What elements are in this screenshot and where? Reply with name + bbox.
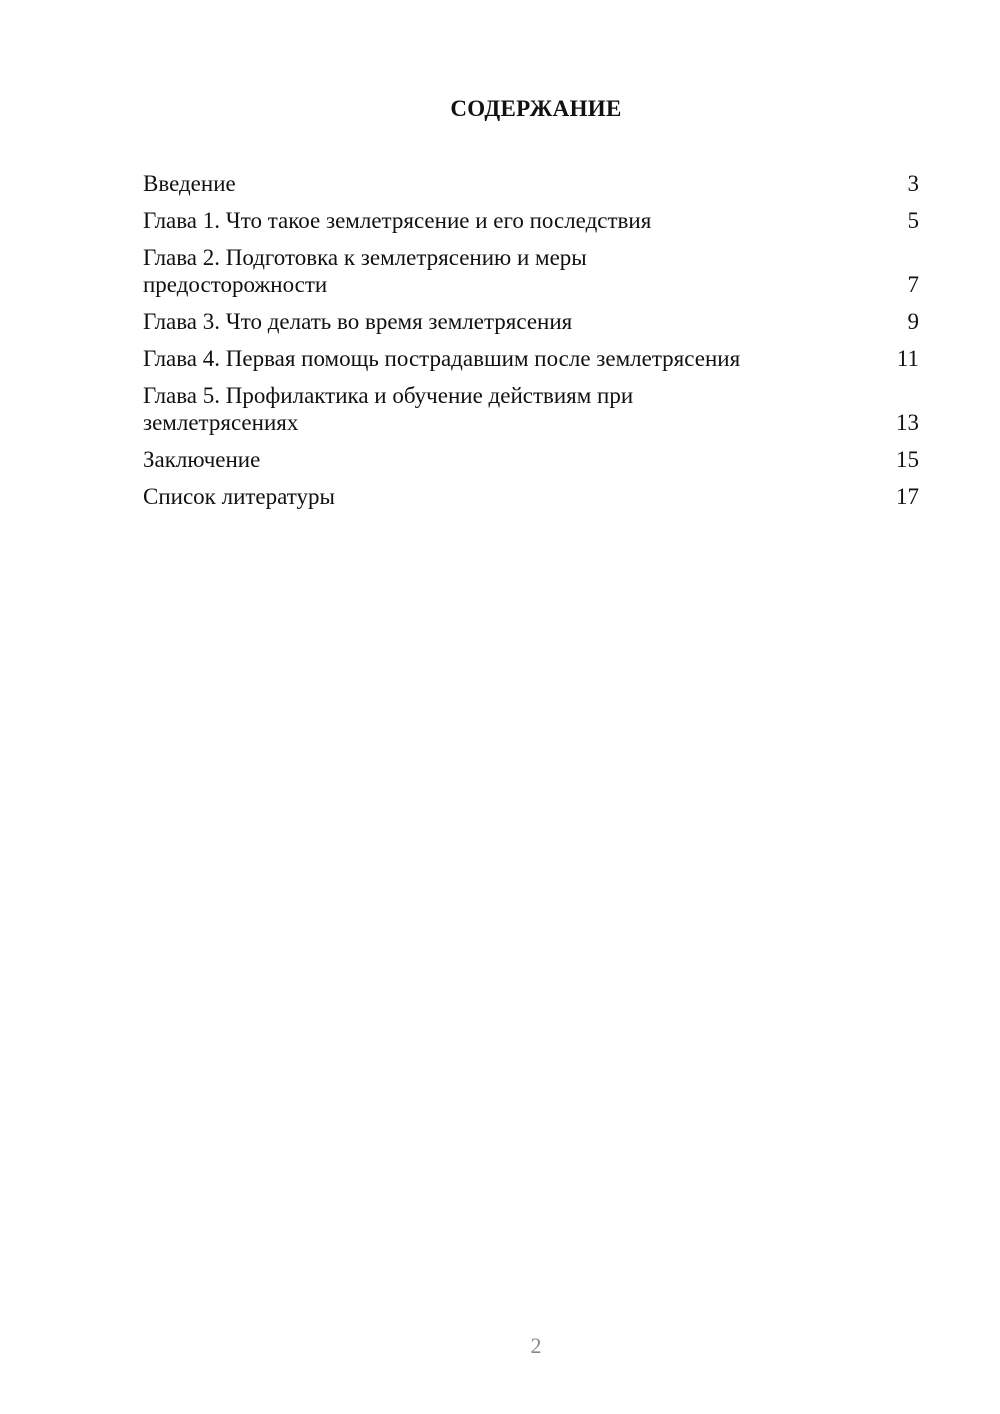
toc-entry-title: Список литературы bbox=[143, 484, 335, 509]
toc-entry-title: Глава 5. Профилактика и обучение действиям при землетрясениях bbox=[143, 383, 634, 435]
toc-entry-page: 17 bbox=[896, 484, 919, 509]
toc-entry-page: 15 bbox=[896, 447, 919, 472]
toc-entry-chapter-5[interactable] bbox=[143, 382, 919, 436]
toc-entry-title: Глава 1. Что такое землетрясение и его последствия bbox=[143, 208, 652, 233]
toc-entry-chapter-3[interactable] bbox=[143, 308, 919, 335]
toc-entry-page: 5 bbox=[907, 208, 919, 233]
toc-entry-title: Глава 2. Подготовка к землетрясению и меры предосторожности bbox=[143, 245, 587, 297]
toc-entry-bibliography[interactable] bbox=[143, 483, 919, 510]
page-title: СОДЕРЖАНИЕ bbox=[450, 96, 622, 121]
toc-entry-page: 11 bbox=[896, 346, 919, 371]
toc-entry-conclusion[interactable] bbox=[143, 446, 919, 473]
toc-entry-title: Введение bbox=[143, 171, 236, 196]
toc-entry-page: 7 bbox=[907, 272, 919, 297]
table-of-contents bbox=[143, 170, 919, 520]
toc-entry-title: Глава 4. Первая помощь пострадавшим после землетрясения bbox=[143, 346, 741, 371]
toc-entry-page: 9 bbox=[907, 309, 919, 334]
toc-entry-page: 3 bbox=[907, 171, 919, 196]
toc-entry-chapter-2[interactable] bbox=[143, 244, 919, 298]
toc-entry-page: 13 bbox=[896, 410, 919, 435]
toc-entry-title: Заключение bbox=[143, 447, 261, 472]
toc-entry-chapter-4[interactable] bbox=[143, 345, 919, 372]
page-number: 2 bbox=[530, 1333, 542, 1358]
toc-entry-chapter-1[interactable] bbox=[143, 207, 919, 234]
toc-entry-title: Глава 3. Что делать во время землетрясения bbox=[143, 309, 573, 334]
toc-entry-introduction[interactable] bbox=[143, 170, 919, 197]
